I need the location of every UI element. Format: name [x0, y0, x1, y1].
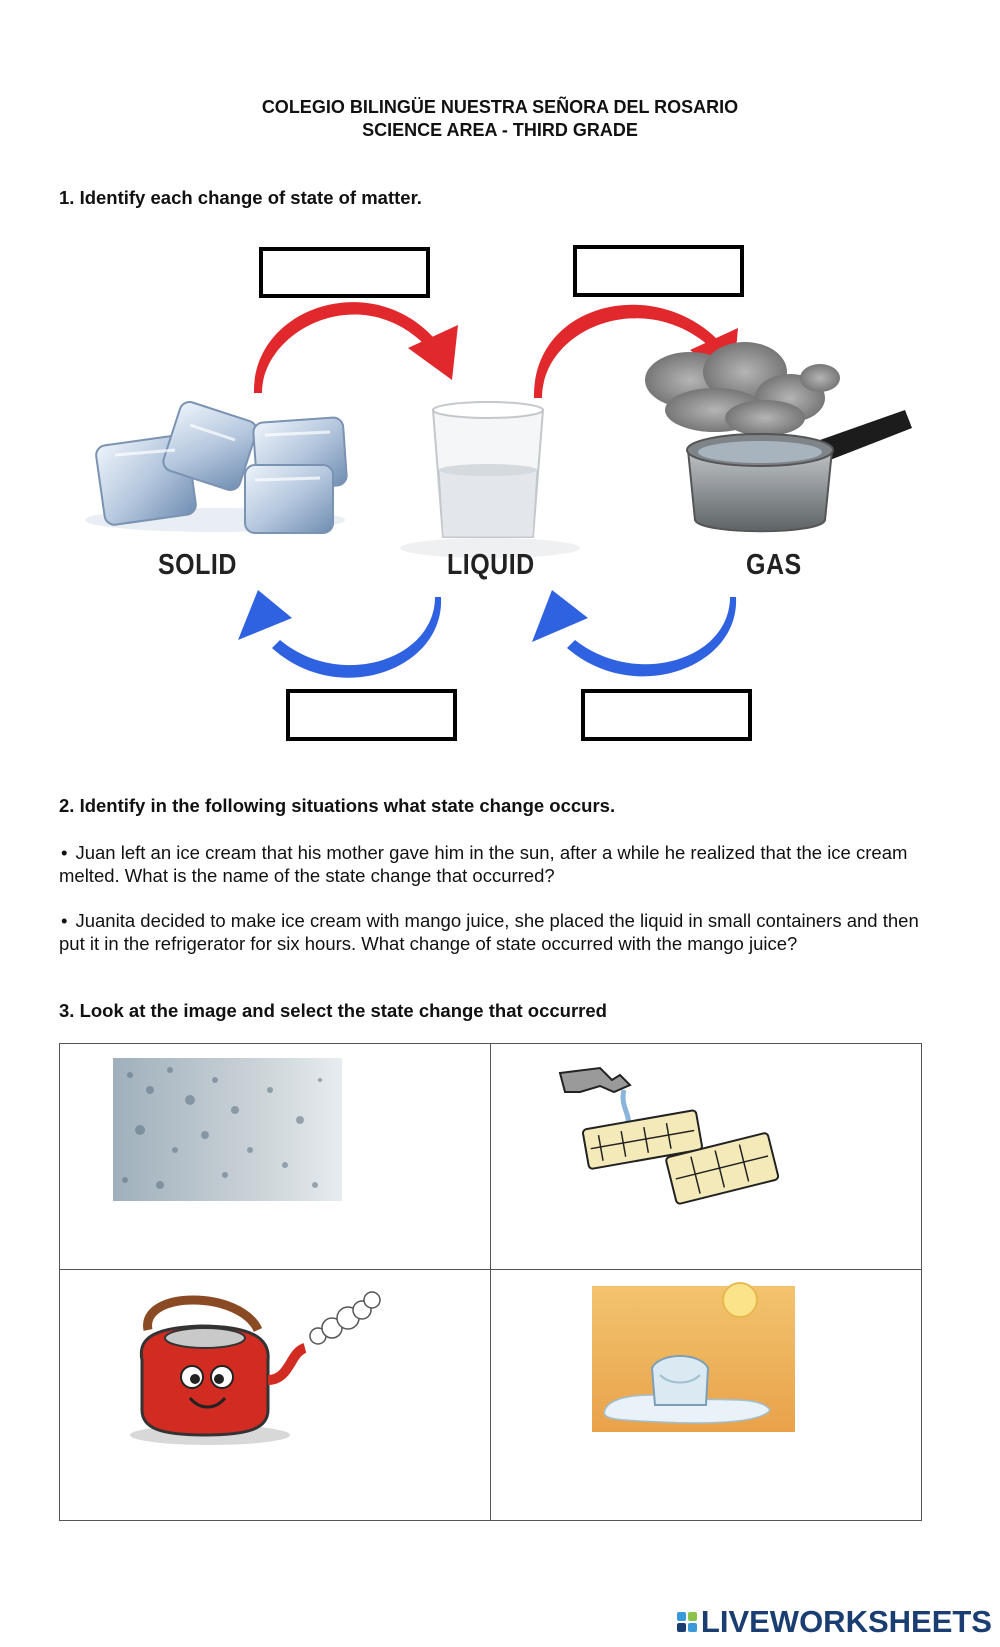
grid-illustrations: [0, 1050, 1000, 1470]
bullet: •: [61, 842, 68, 863]
label-solid: SOLID: [158, 548, 237, 582]
subject-grade: SCIENCE AREA - THIRD GRADE: [362, 120, 638, 140]
condensation-window-icon: [113, 1058, 342, 1201]
situation-1: [59, 841, 939, 887]
answer-box-condensation[interactable]: [581, 689, 752, 741]
blue-arrow-solidification-icon: [238, 590, 441, 678]
school-name: COLEGIO BILINGÜE NUESTRA SEÑORA DEL ROSARIO: [261, 97, 739, 117]
ice-tray-freezing-icon: [560, 1068, 779, 1204]
red-arrow-melting-icon: [254, 302, 458, 393]
question-2: 2. Identify in the following situations what state change occurs.: [59, 795, 616, 816]
brand-name: LIVEWORKSHEETS: [700, 1604, 992, 1639]
situation-2: [59, 909, 944, 955]
label-liquid: LIQUID: [447, 548, 535, 582]
ice-cubes-icon: [85, 399, 347, 533]
situation-1-text: Juan left an ice cream that his mother gave him in the sun, after a while he realized that the ice cream melted. What is the name of the state change that occurred?: [59, 842, 908, 886]
glass-of-water-icon: [400, 402, 580, 558]
bullet: •: [61, 910, 68, 931]
situation-2-text: Juanita decided to make ice cream with mango juice, she placed the liquid in small containers and then put it in the refrigerator for six hours. What change of state occurred with the mango juice?: [59, 910, 919, 954]
boiling-pot-icon: [645, 342, 912, 531]
question-3: 3. Look at the image and select the state change that occurred: [59, 1000, 607, 1021]
question-1: 1. Identify each change of state of matter.: [59, 187, 422, 208]
kettle-boiling-icon: [130, 1292, 380, 1445]
blue-arrow-condensation-icon: [532, 590, 736, 676]
label-gas: GAS: [746, 548, 802, 582]
liveworksheets-mark-icon: [677, 1612, 697, 1632]
melting-ice-sun-icon: [592, 1283, 795, 1432]
answer-box-solidification[interactable]: [286, 689, 457, 741]
state-cycle-diagram: [0, 290, 1000, 690]
liveworksheets-logo: [677, 1604, 992, 1640]
